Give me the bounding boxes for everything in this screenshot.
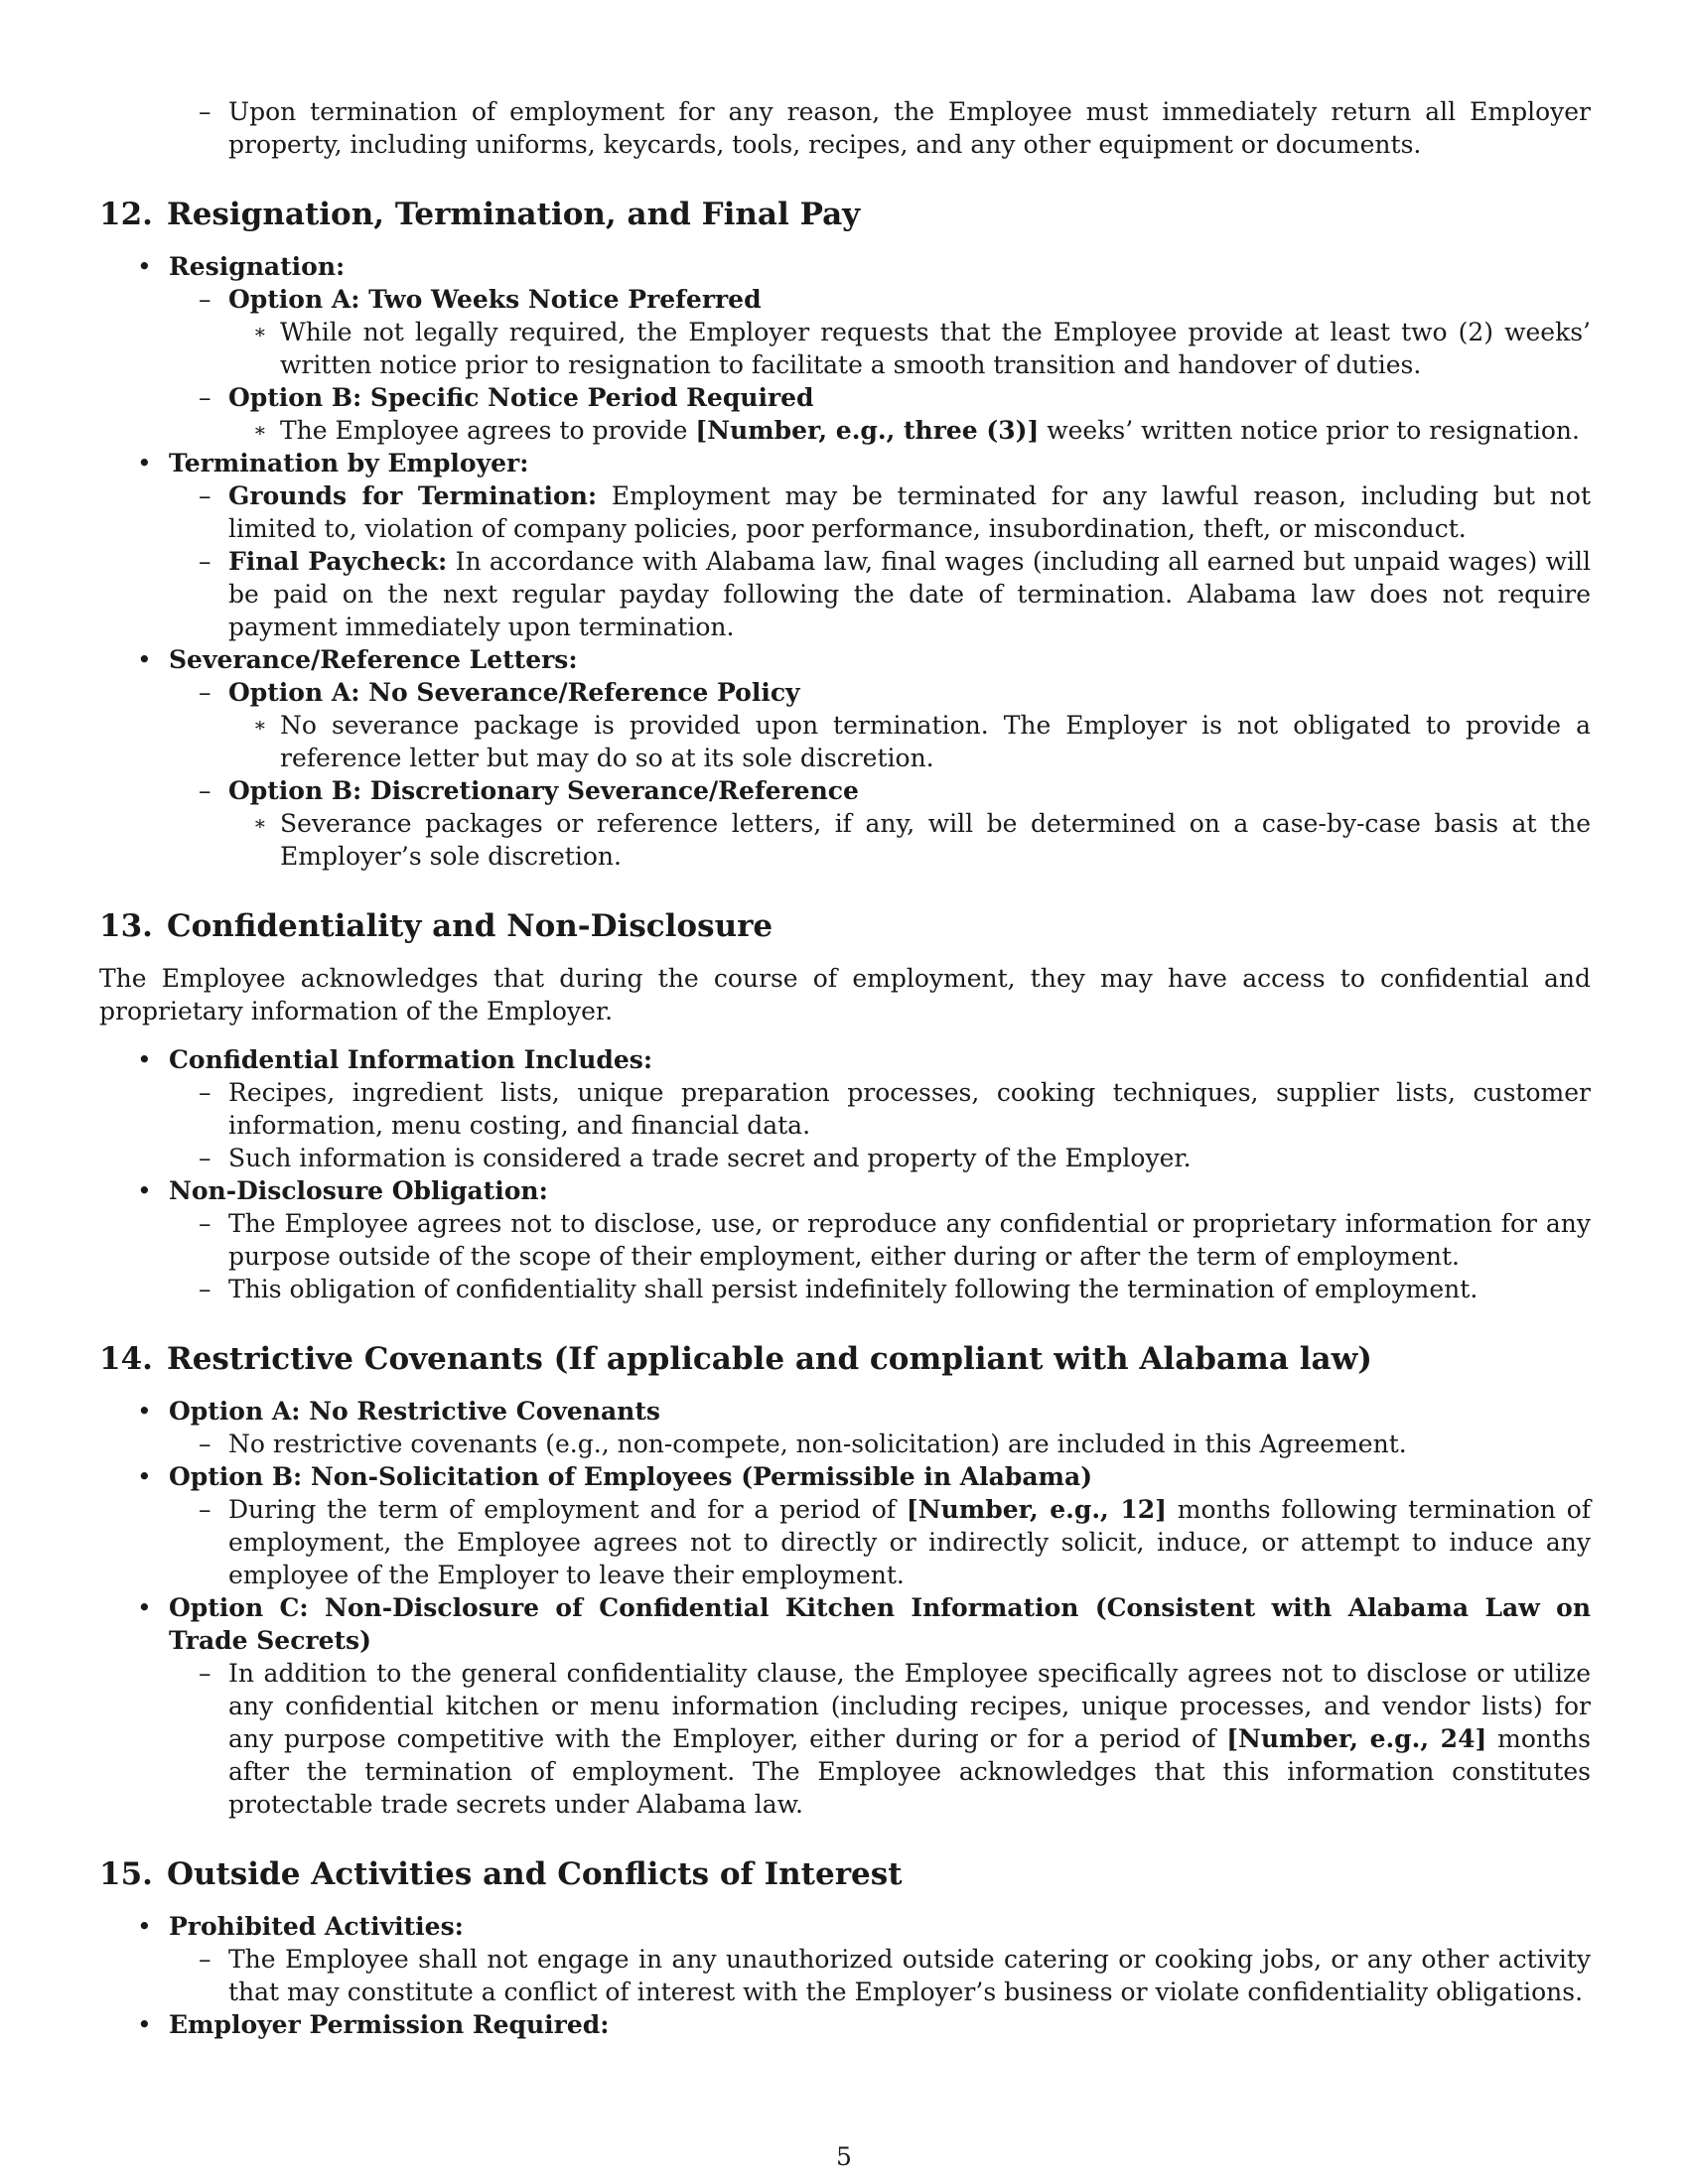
section-14-list [99, 1395, 1591, 1821]
list-item: – Option A: No Severance/Reference Policy [199, 678, 800, 707]
section-14-heading: 14. Restrictive Covenants (If applicable and compliant with Alabama law) [99, 1341, 1372, 1377]
placeholder-blank: [Number, e.g., 24] [1226, 1724, 1487, 1753]
list-item: – This obligation of confidentiality shall persist indefinitely following the termination of employment. [199, 1275, 1478, 1303]
list-item: – Such information is considered a trade secret and property of the Employer. [199, 1144, 1192, 1172]
list-item: – Option B: Discretionary Severance/Reference [199, 776, 859, 805]
placeholder-blank: [Number, e.g., three (3)] [695, 416, 1040, 445]
list-item: – In addition to the general confidentiality clause, the Employee specifically agrees not to disclose or utilize any confidential kitchen or menu information (including recipes, unique processes, and vendor lists) for any purpose competitive with the Employer, either during or for a period of [Number, e.g., 24] months after the termination of employment. The Employee acknowledges that this information constitutes protectable trade secrets under Alabama law. [199, 1659, 1591, 1819]
list-item: ∗ No severance package is provided upon termination. The Employer is not obligated to provide a reference letter but may do so at its sole discretion. [253, 711, 1591, 772]
section-13-heading: 13. Confidentiality and Non-Disclosure [99, 908, 774, 944]
list-item: • Option A: No Restrictive Covenants [137, 1397, 660, 1426]
list-item: – During the term of employment and for a period of [Number, e.g., 12] months following termination of employment, the Employee agrees not to directly or indirectly solicit, induce, or attempt to induce any employee of the Employer to leave their employment. [199, 1495, 1591, 1589]
list-item: – Upon termination of employment for any reason, the Employee must immediately return all Employer property, including uniforms, keycards, tools, recipes, and any other equipment or documents. [199, 97, 1591, 159]
section-13-intro: The Employee acknowledges that during the course of employment, they may have access to confidential and proprietary information of the Employer. [99, 964, 1591, 1025]
list-item: • Option C: Non-Disclosure of Confidential Kitchen Information (Consistent with Alabama Law on Trade Secrets) [137, 1593, 1591, 1655]
section-12-list [99, 250, 1591, 873]
list-item: • Prohibited Activities: [137, 1912, 464, 1941]
list-item: • Employer Permission Required: [137, 2010, 610, 2039]
page-number: 5 [836, 2142, 852, 2171]
section-15-heading: 15. Outside Activities and Conflicts of Interest [99, 1856, 903, 1892]
carryover-list [99, 95, 1591, 161]
list-item: – No restrictive covenants (e.g., non-compete, non-solicitation) are included in this Agreement. [199, 1430, 1407, 1458]
list-item: • Termination by Employer: [137, 449, 529, 478]
placeholder-blank: [Number, e.g., 12] [906, 1495, 1167, 1524]
list-item: ∗ Severance packages or reference letters, if any, will be determined on a case-by-case basis at the Employer’s sole discretion. [253, 809, 1591, 871]
section-12-heading: 12. Resignation, Termination, and Final Pay [99, 197, 861, 232]
list-item: – Option B: Specific Notice Period Required [199, 383, 814, 412]
list-item: – Option A: Two Weeks Notice Preferred [199, 285, 762, 314]
dash-marker: – [199, 97, 211, 126]
section-13-list [99, 1043, 1591, 1305]
list-item: ∗ The Employee agrees to provide [Number, e.g., three (3)] weeks’ written notice prior to resignation. [253, 416, 1580, 445]
list-item: ∗ While not legally required, the Employer requests that the Employee provide at least two (2) weeks’ written notice prior to resignation to facilitate a smooth transition and handover of duties. [253, 318, 1591, 379]
list-item: – The Employee agrees not to disclose, use, or reproduce any confidential or proprietary information for any purpose outside of the scope of their employment, either during or after the term of employment. [199, 1209, 1591, 1271]
document-page [99, 95, 1591, 2041]
list-item: • Confidential Information Includes: [137, 1045, 653, 1074]
list-item: • Severance/Reference Letters: [137, 645, 578, 674]
list-item: – Final Paycheck: In accordance with Alabama law, final wages (including all earned but unpaid wages) will be paid on the next regular payday following the date of termination. Alabama law does not require payment immediately upon termination. [199, 547, 1591, 641]
list-item: • Resignation: [137, 252, 346, 281]
section-15-list [99, 1910, 1591, 2041]
list-item: – The Employee shall not engage in any unauthorized outside catering or cooking jobs, or any other activity that may constitute a conflict of interest with the Employer’s business or violate confidentiality obligations. [199, 1945, 1591, 2006]
list-item: – Recipes, ingredient lists, unique preparation processes, cooking techniques, supplier lists, customer information, menu costing, and financial data. [199, 1078, 1591, 1140]
list-item: • Option B: Non-Solicitation of Employees (Permissible in Alabama) [137, 1462, 1093, 1491]
list-item: – Grounds for Termination: Employment may be terminated for any lawful reason, including but not limited to, violation of company policies, poor performance, insubordination, theft, or misconduct. [199, 481, 1591, 543]
list-item: • Non-Disclosure Obligation: [137, 1176, 548, 1205]
